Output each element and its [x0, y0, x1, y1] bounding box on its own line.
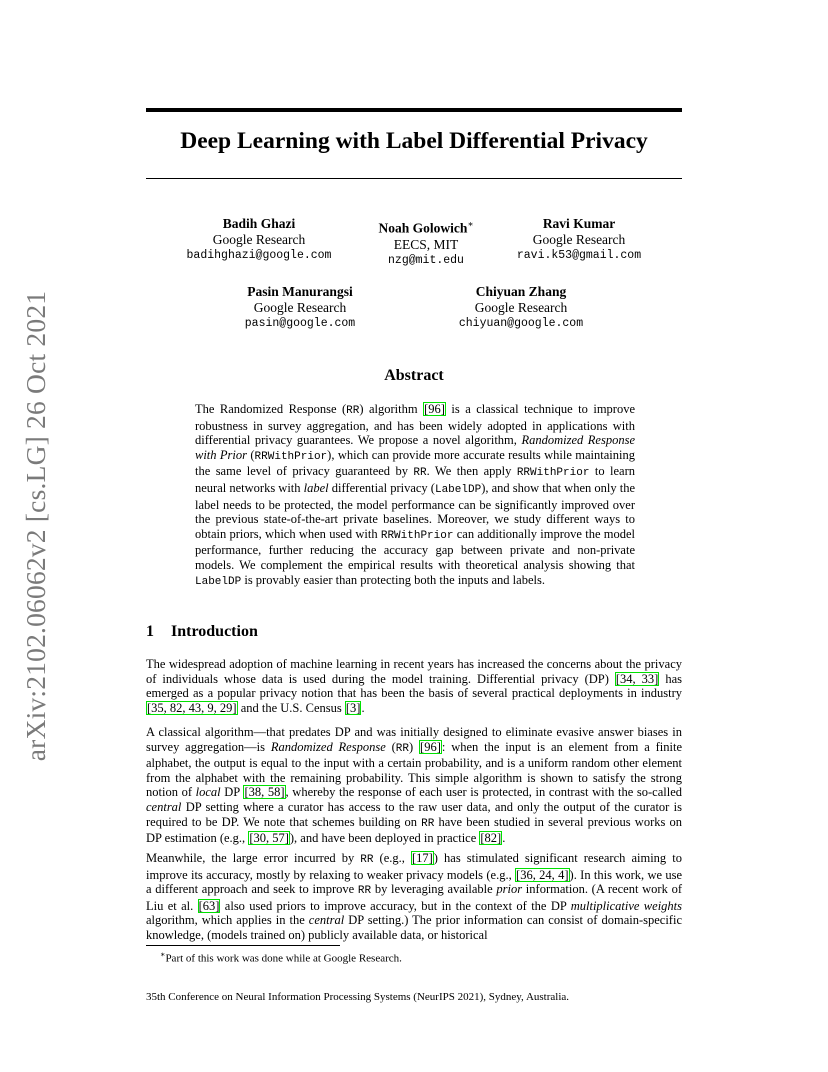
citation-link[interactable]: [3] — [345, 700, 361, 715]
citation-link[interactable]: [38, 58] — [244, 785, 285, 800]
title-bottom-rule — [146, 178, 682, 179]
code-term: LabelDP — [195, 575, 242, 588]
footnote — [160, 950, 402, 965]
intro-paragraph: Meanwhile, the large error incurred by RR (e.g., [17]) has stimulated significant research aiming to improve its accuracy, mostly by relaxing to weaker privacy models (e.g., [36, 24, 4]). In this work, we use a different approach and seek to improve RR by leveraging available prior information. (A recent work of Liu et al. [63] also used priors to improve accuracy, but in the context of the DP multiplicative weights algorithm, which applies in the central DP setting.) The prior information can consist of domain-specific knowledge, (models trained on) publicly available data, or historical — [146, 851, 683, 942]
paper-title: Deep Learning with Label Differential Privacy — [180, 128, 648, 154]
author-email[interactable]: pasin@google.com — [244, 317, 356, 330]
citation-link[interactable]: [96] — [424, 402, 445, 416]
section-number: 1 — [146, 623, 154, 640]
emphasis-text: prior — [496, 882, 523, 897]
author-affiliation: Google Research — [532, 232, 626, 247]
author-block — [479, 216, 679, 264]
citation-link[interactable]: [30, 57] — [249, 831, 289, 846]
code-term: RR — [421, 817, 435, 830]
author-footnote-mark: ∗ — [467, 219, 474, 229]
author-name: Ravi Kumar — [542, 216, 616, 231]
title-top-rule — [146, 108, 682, 112]
citation-link[interactable]: [34, 33] — [615, 671, 659, 686]
code-term: RR — [413, 467, 427, 480]
intro-paragraph: The widespread adoption of machine learning in recent years has increased the concerns about the privacy of individuals whose data is used during the model training. Differential privacy (DP) [34, 33] has emerged as a popular privacy notion that has been the basis of several practical deployments in industry [35, 82, 43, 9, 29] and the U.S. Census [3]. — [146, 657, 682, 715]
abstract-body: The Randomized Response (RR) algorithm [96] is a classical technique to improve robustness in survey aggregation, and has been widely adopted in applications with differential privacy guarantees. We propose a novel algorithm, Randomized Response with Prior (RRWithPrior), which can provide more accurate results while maintaining the same level of privacy guaranteed by RR. We then apply RRWithPrior to learn neural networks with label differential privacy (LabelDP), and show that when only the label needs to be protected, the model performance can be significantly improved over the previous state-of-the-art private baselines. Moreover, we study different ways to obtain priors, which when used with RRWithPrior can additionally improve the model performance, further reducing the accuracy gap between private and non-private models. We complement the empirical results with theoretical analysis showing that LabelDP is provably easier than protecting both the inputs and labels. — [195, 402, 635, 588]
arxiv-identifier-stamp — [8, 290, 64, 762]
venue-line: 35th Conference on Neural Information Processing Systems (NeurIPS 2021), Sydney, Australia. — [146, 991, 570, 1003]
footnote-text: Part of this work was done while at Google Research. — [165, 952, 402, 965]
code-term: RR — [357, 885, 372, 898]
intro-paragraph: A classical algorithm—that predates DP and was initially designed to eliminate evasive answer biases in survey aggregation—is Randomized Response (RR) [96]: when the input is an element from a finite alphabet, the output is equal to the input with a certain probability, and is a uniform random other element from the alphabet with the remaining probability. This simple algorithm is shown to satisfy the strong notion of local DP [38, 58], whereby the response of each user is protected, in contrast with the so-called central DP setting where a curator has access to the raw user data, and only the output of the curator is required to be DP. We note that schemes building on RR have been studied in several previous works on DP estimation (e.g., [30, 57]), and have been deployed in practice [82]. — [146, 725, 683, 846]
footnote-mark: ∗ — [160, 950, 166, 959]
citation-link[interactable]: [35, 82, 43, 9, 29] — [147, 700, 237, 715]
author-email[interactable]: badihghazi@google.com — [186, 249, 332, 262]
code-term: RR — [360, 854, 374, 866]
author-email[interactable]: nzg@mit.edu — [388, 253, 464, 267]
emphasis-text: local — [195, 785, 221, 800]
citation-link[interactable]: [82] — [480, 831, 502, 846]
emphasis-text: Randomized Response — [270, 739, 386, 754]
section-heading — [146, 623, 258, 641]
emphasis-text: label — [303, 480, 329, 495]
emphasis-text: central — [146, 799, 182, 814]
citation-link[interactable]: [17] — [411, 851, 433, 865]
section-title: Introduction — [171, 623, 258, 640]
author-affiliation: Google Research — [212, 232, 306, 247]
author-name: Noah Golowich — [378, 220, 468, 236]
emphasis-text: multiplicative weights — [570, 898, 683, 913]
emphasis-text: Randomized Response with Prior — [195, 433, 635, 462]
citation-link[interactable]: [96] — [420, 739, 441, 754]
author-email[interactable]: chiyuan@google.com — [458, 317, 584, 330]
emphasis-text: central — [308, 913, 345, 928]
citation-link[interactable]: [36, 24, 4] — [516, 867, 569, 882]
author-affiliation: Google Research — [474, 300, 568, 315]
author-affiliation: EECS, MIT — [393, 236, 459, 252]
code-term: RR — [346, 405, 360, 417]
code-term: RRWithPrior — [380, 529, 454, 542]
footnote-rule — [146, 945, 340, 946]
code-term: RR — [395, 742, 409, 755]
abstract-heading: Abstract — [384, 367, 444, 384]
author-email[interactable]: ravi.k53@gmail.com — [516, 249, 642, 262]
arxiv-identifier: arXiv:2102.06062v2 [cs.LG] 26 Oct 2021 — [20, 290, 51, 762]
author-block — [421, 284, 621, 332]
citation-link[interactable]: [63] — [198, 898, 220, 913]
code-term: LabelDP — [434, 483, 482, 496]
author-block — [200, 284, 400, 332]
author-name: Pasin Manurangsi — [247, 284, 353, 299]
author-affiliation: Google Research — [253, 300, 347, 315]
author-name: Badih Ghazi — [222, 216, 296, 231]
code-term: RRWithPrior — [254, 450, 328, 463]
author-name: Chiyuan Zhang — [475, 284, 567, 299]
code-term: RRWithPrior — [516, 467, 590, 480]
